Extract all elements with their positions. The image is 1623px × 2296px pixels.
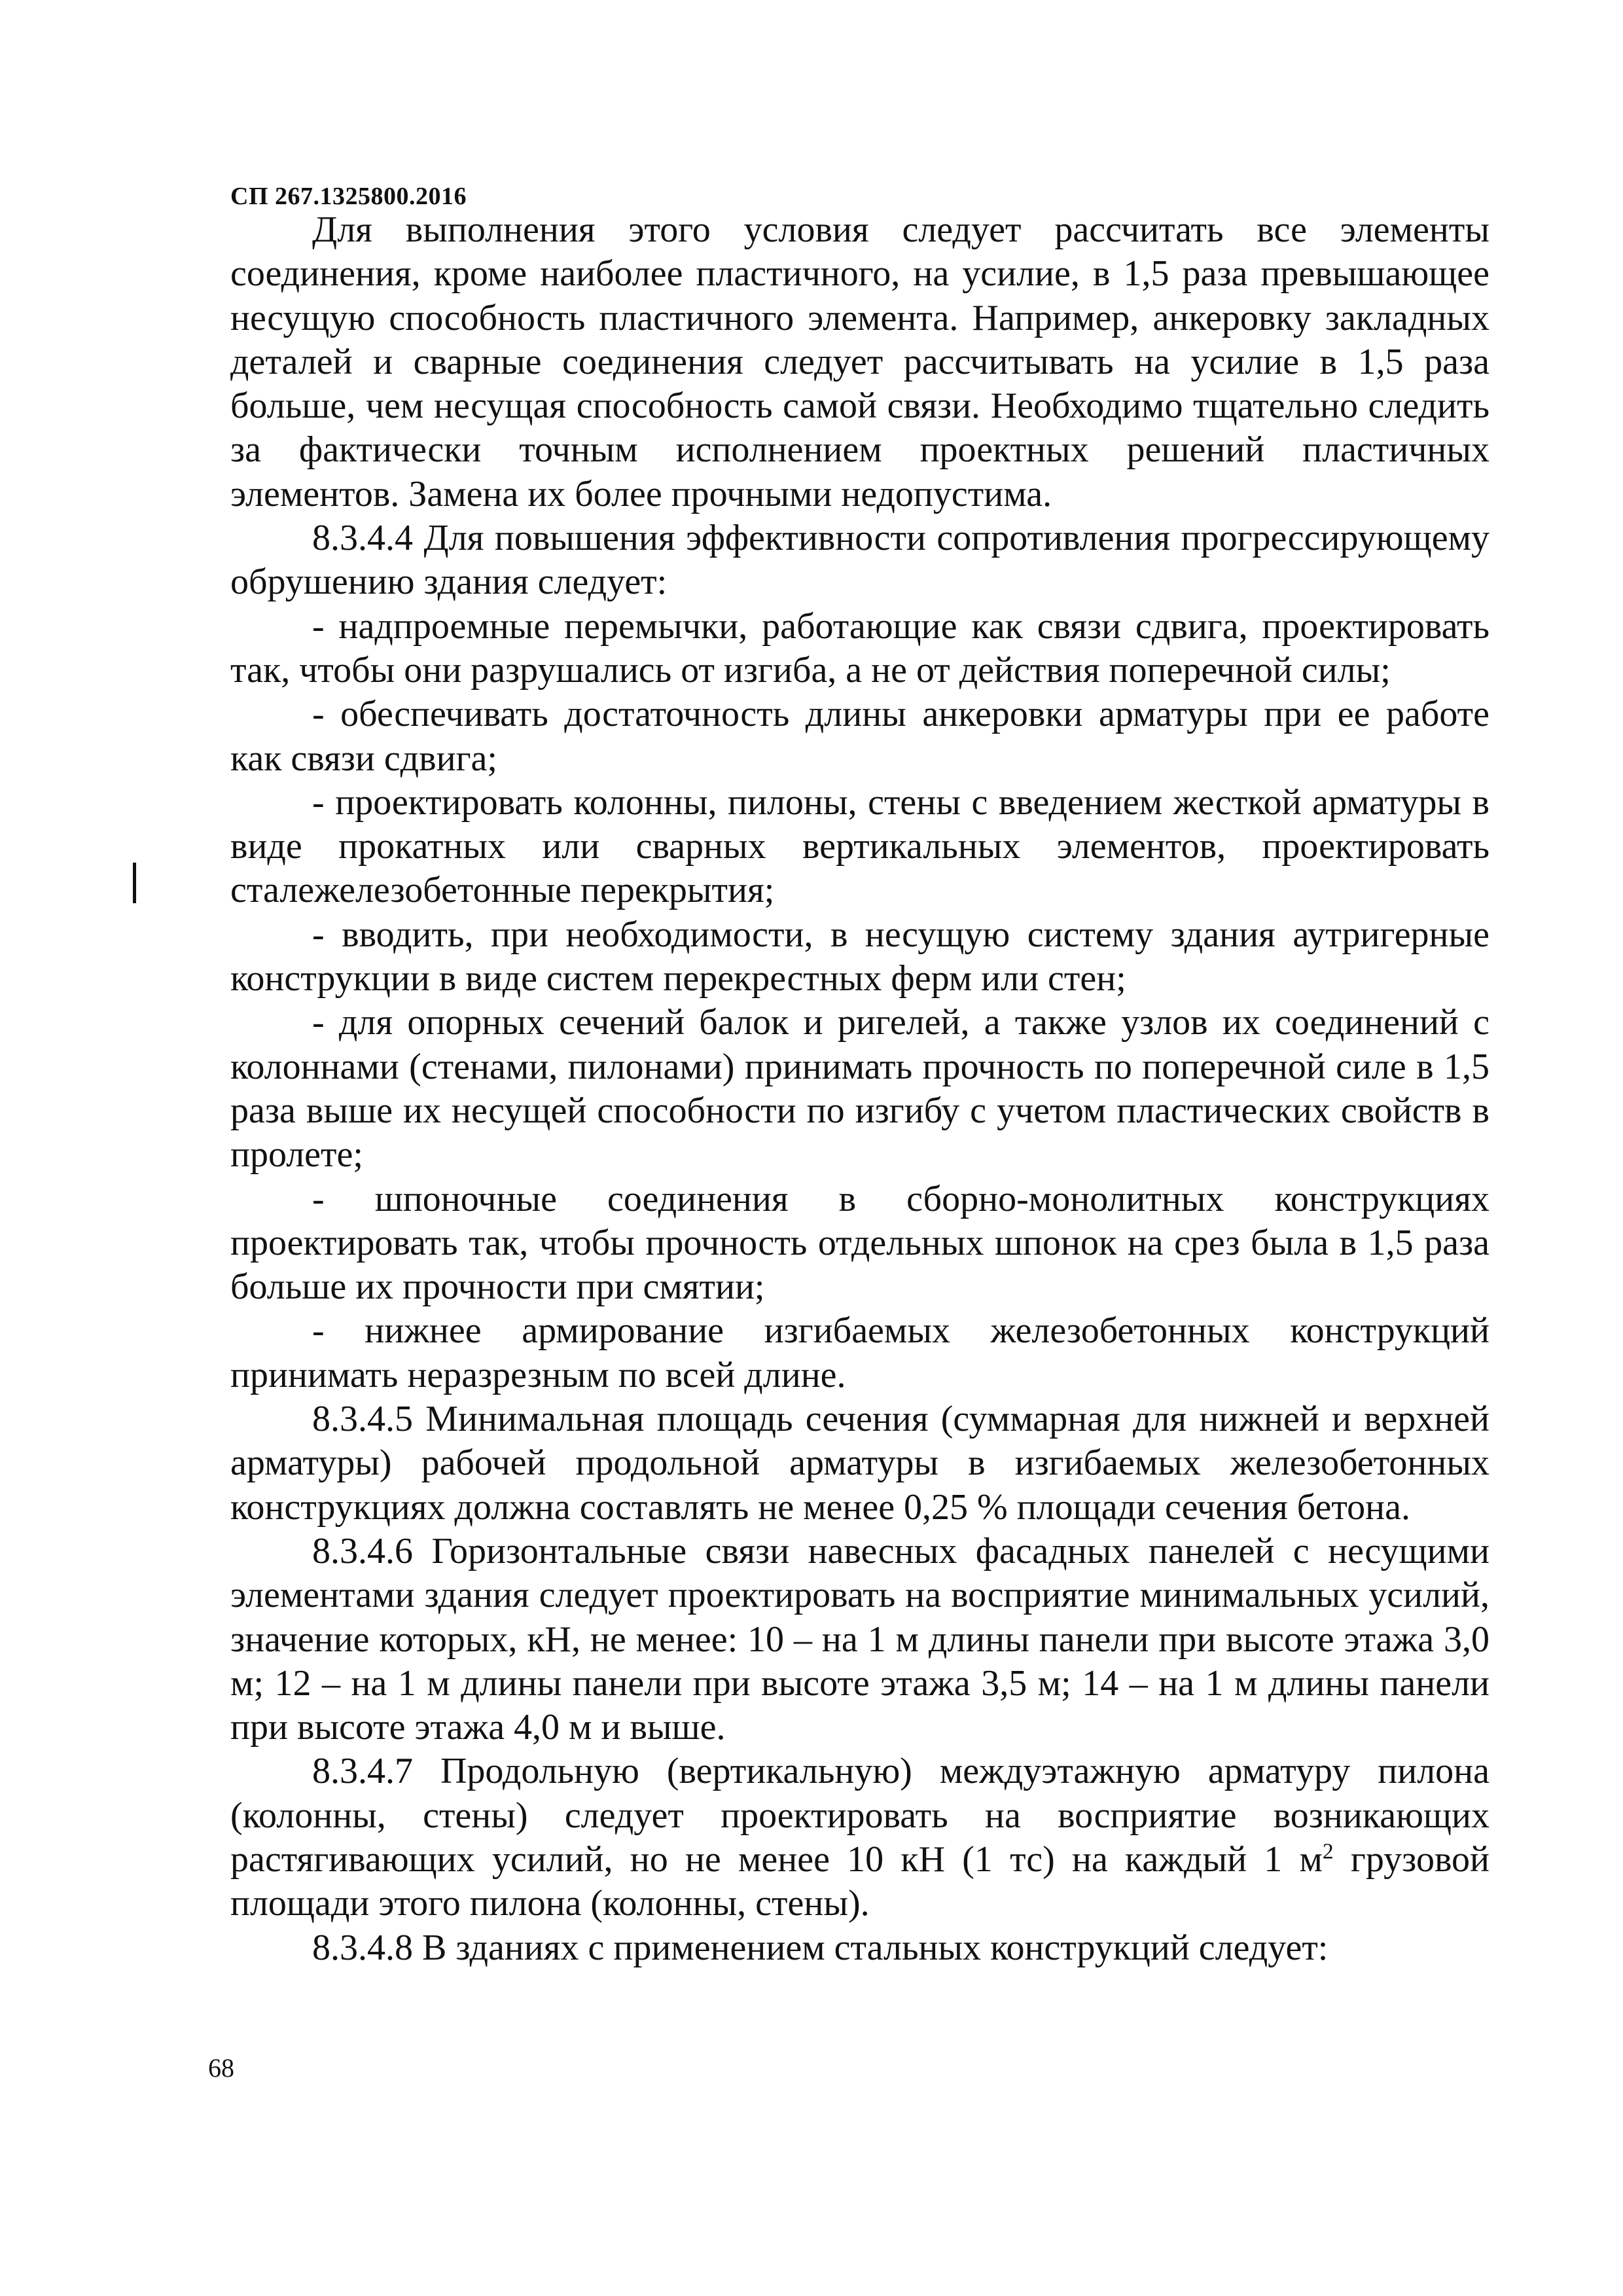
list-item-bottom-reinforcement: - нижнее армирование изгибаемых железобетонных конструкций принимать неразрезным по всей длине. — [230, 1310, 1489, 1395]
list-item-lintels: - надпроемные перемычки, работающие как связи сдвига, проектировать так, чтобы они разрушались от изгиба, а не от действия поперечной силы; — [230, 605, 1489, 691]
paragraph-8-3-4-7 — [230, 1749, 1489, 1926]
page-number: 68 — [208, 2053, 234, 2083]
paragraph-8-3-4-5: 8.3.4.5 Минимальная площадь сечения (суммарная для нижней и верхней арматуры) рабочей продольной арматуры в изгибаемых железобетонных конструкциях должна составлять не менее 0,25 % площади сечения бетона. — [230, 1399, 1489, 1528]
document-body — [230, 208, 1489, 1970]
paragraph-8-3-4-4: 8.3.4.4 Для повышения эффективности сопротивления прогрессирующему обрушению здания следует: — [230, 518, 1489, 603]
document-code-header: СП 267.1325800.2016 — [230, 183, 467, 210]
superscript-2: 2 — [1322, 1839, 1334, 1864]
paragraph-8-3-4-8: 8.3.4.8 В зданиях с применением стальных конструкций следует: — [312, 1927, 1329, 1968]
paragraph-8-3-4-6: 8.3.4.6 Горизонтальные связи навесных фасадных панелей с несущими элементами здания следует проектировать на восприятие минимальных усилий, значение которых, кН, не менее: 10 – на 1 м длины панели при высоте этажа 3,0 м; 12 – на 1 м длины панели при высоте этажа 3,5 м; 14 – на 1 м длины панели при высоте этажа 4,0 м и выше. — [230, 1530, 1489, 1748]
paragraph-8-3-4-7-text: 8.3.4.7 Продольную (вертикальную) междуэтажную арматуру пилона (колонны, стены) следует проектировать на восприятие возникающих растягивающих усилий, но не менее 10 кН (1 тс) на каждый 1 м — [230, 1751, 1489, 1880]
list-item-support-sections: - для опорных сечений балок и ригелей, а также узлов их соединений с колоннами (стенами, пилонами) принимать прочность по поперечной силе в 1,5 раза выше их несущей способности по изгибу с учетом пластических свойств в пролете; — [230, 1002, 1489, 1175]
list-item-anchorage: - обеспечивать достаточность длины анкеровки арматуры при ее работе как связи сдвига; — [230, 694, 1489, 779]
revision-change-bar — [133, 863, 136, 903]
list-item-shear-keys: - шпоночные соединения в сборно-монолитных конструкциях проектировать так, чтобы прочность отдельных шпонок на срез была в 1,5 раза больше их прочности при смятии; — [230, 1178, 1489, 1308]
list-item-rigid-reinforcement: - проектировать колонны, пилоны, стены с введением жесткой арматуры в виде прокатных или сварных вертикальных элементов, проектировать сталежелезобетонные перекрытия; — [230, 781, 1489, 911]
paragraph-8-3-4-7-tail: грузовой площади этого пилона (колонны, стены). — [230, 1839, 1489, 1924]
list-item-outriggers: - вводить, при необходимости, в несущую систему здания аутригерные конструкции в виде систем перекрестных ферм или стен; — [230, 914, 1489, 999]
paragraph-plastic-elements: Для выполнения этого условия следует рассчитать все элементы соединения, кроме наиболее пластичного, на усилие, в 1,5 раза превышающее несущую способность пластичного элемента. Например, анкеровку закладных деталей и сварные соединения следует рассчитывать на усилие в 1,5 раза больше, чем несущая способность самой связи. Необходимо тщательно следить за фактически точным исполнением проектных решений пластичных элементов. Замена их более прочными недопустима. — [230, 209, 1489, 514]
